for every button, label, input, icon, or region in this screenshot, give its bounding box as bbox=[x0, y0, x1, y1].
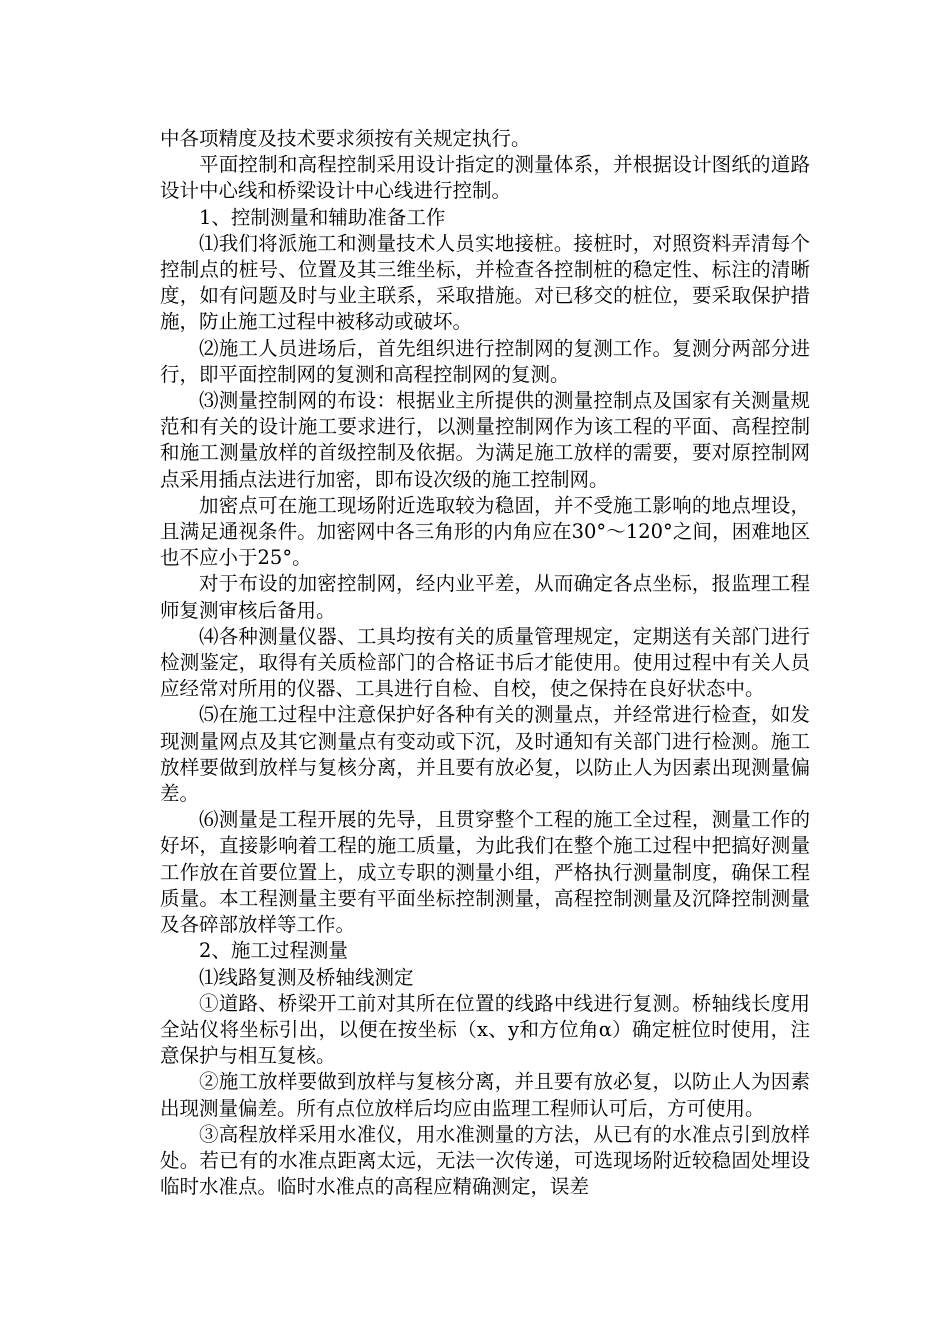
paragraph-item-6: ⑹测量是工程开展的先导，且贯穿整个工程的施工全过程，测量工作的好坏，直接影响着工程的施工质量，为此我们在整个施工过程中把搞好测量工作放在首要位置上，成立专职的测量小组，严格执行测量制度，确保工程质量。本工程测量主要有平面坐标控制测量，高程控制测量及沉降控制测量及各碎部放样等工作。 bbox=[160, 808, 810, 937]
paragraph-item-2: ⑵施工人员进场后，首先组织进行控制网的复测工作。复测分两部分进行，即平面控制网的复测和高程控制网的复测。 bbox=[160, 336, 810, 386]
paragraph-item-1: ⑴我们将派施工和测量技术人员实地接桩。接桩时，对照资料弄清每个控制点的桩号、位置及其三维坐标，并检查各控制桩的稳定性、标注的清晰度，如有问题及时与业主联系，采取措施。对已移交的桩位，要采取保护措施，防止施工过程中被移动或破坏。 bbox=[160, 231, 810, 334]
subsection-heading-1: ⑴线路复测及桥轴线测定 bbox=[199, 965, 414, 989]
paragraph-densification-points: 加密点可在施工现场附近选取较为稳固，并不受施工影响的地点埋设，且满足通视条件。加密网中各三角形的内角应在30°～120°之间，困难地区也不应小于25°。 bbox=[160, 493, 810, 570]
section-heading-2: 2、施工过程测量 bbox=[199, 939, 348, 963]
paragraph-step-1: ①道路、桥梁开工前对其所在位置的线路中线进行复测。桥轴线长度用全站仪将坐标引出，以便在按坐标（x、y和方位角α）确定桩位时使用，注意保护与相互复核。 bbox=[160, 991, 810, 1068]
document-page bbox=[160, 126, 810, 1200]
paragraph-item-3: ⑶测量控制网的布设：根据业主所提供的测量控制点及国家有关测量规范和有关的设计施工要求进行，以测量控制网作为该工程的平面、高程控制和施工测量放样的首级控制及依据。为满足施工放样的需要，要对原控制网点采用插点法进行加密，即布设次级的施工控制网。 bbox=[160, 389, 810, 491]
section-heading-1: 1、控制测量和辅助准备工作 bbox=[199, 205, 446, 229]
paragraph-item-4: ⑷各种测量仪器、工具均按有关的质量管理规定，定期送有关部门进行检测鉴定，取得有关质检部门的合格证书后才能使用。使用过程中有关人员应经常对所用的仪器、工具进行自检、自校，使之保持在良好状态中。 bbox=[160, 624, 810, 701]
paragraph-control-system: 平面控制和高程控制采用设计指定的测量体系，并根据设计图纸的道路设计中心线和桥梁设计中心线进行控制。 bbox=[160, 153, 810, 203]
paragraph-step-3: ③高程放样采用水准仪，用水准测量的方法，从已有的水准点引到放样处。若已有的水准点距离太远，无法一次传递，可选现场附近较稳固处埋设临时水准点。临时水准点的高程应精确测定，误差 bbox=[160, 1122, 810, 1199]
paragraph-densification-network: 对于布设的加密控制网，经内业平差，从而确定各点坐标，报监理工程师复测审核后备用。 bbox=[160, 572, 810, 622]
paragraph-continuation: 中各项精度及技术要求须按有关规定执行。 bbox=[160, 127, 531, 150]
paragraph-item-5: ⑸在施工过程中注意保护好各种有关的测量点，并经常进行检查，如发现测量网点及其它测量点有变动或下沉，及时通知有关部门进行检测。施工放样要做到放样与复核分离，并且要有放必复，以防止人为因素出现测量偏差。 bbox=[160, 703, 810, 806]
paragraph-step-2: ②施工放样要做到放样与复核分离，并且要有放必复，以防止人为因素出现测量偏差。所有点位放样后均应由监理工程师认可后，方可使用。 bbox=[160, 1070, 810, 1120]
